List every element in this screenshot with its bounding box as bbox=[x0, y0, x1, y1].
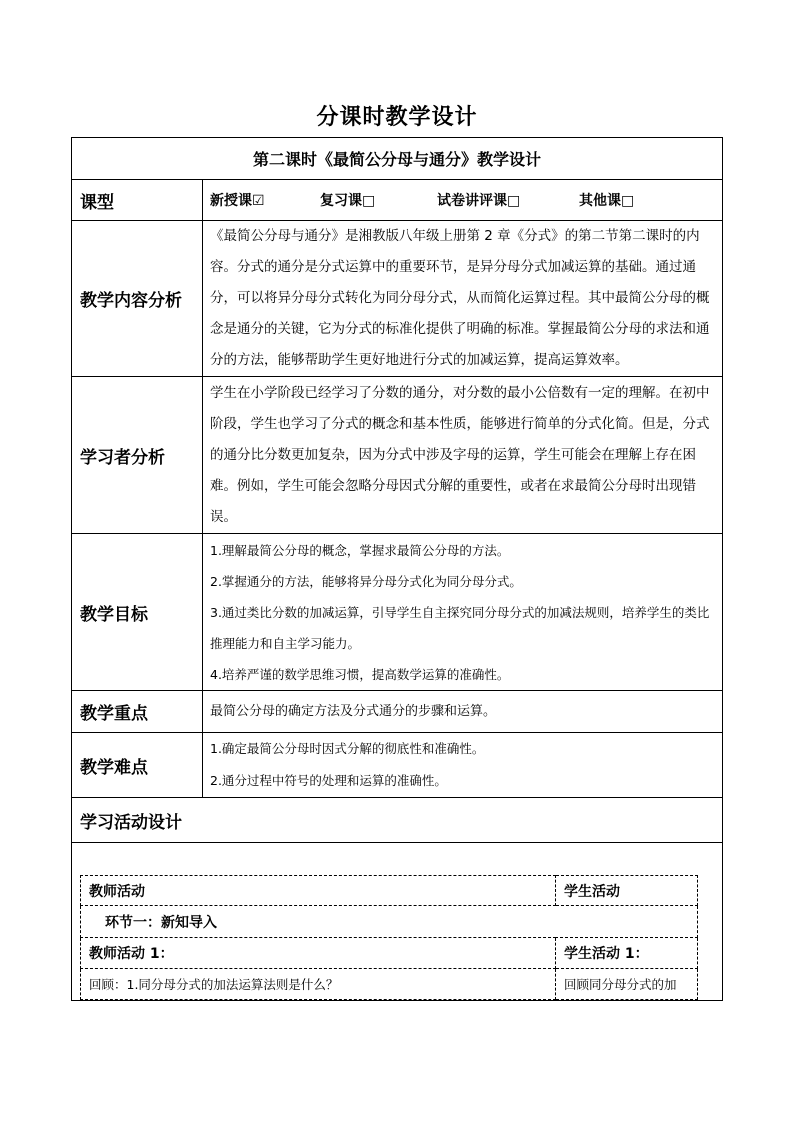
student-activity-header: 学生活动 bbox=[556, 876, 698, 906]
section-new-knowledge-intro: 环节一：新知导入 bbox=[81, 906, 698, 938]
student-activity-1-text: 回顾同分母分式的加 bbox=[556, 969, 698, 1000]
activity-area bbox=[72, 843, 723, 1001]
content-analysis-label: 教学内容分析 bbox=[72, 221, 203, 377]
difficulty-item: 2.通分过程中符号的处理和运算的准确性。 bbox=[210, 773, 447, 788]
objectives-label: 教学目标 bbox=[72, 534, 203, 691]
activity-table bbox=[80, 875, 698, 1000]
option-new-lesson[interactable]: 新授课☑ bbox=[210, 193, 265, 209]
lesson-type-options bbox=[203, 180, 723, 221]
activity-table-wrap bbox=[80, 875, 697, 1000]
objective-item: 1.理解最简公分母的概念，掌握求最简公分母的方法。 bbox=[210, 542, 510, 558]
option-exam-review-lesson[interactable]: 试卷讲评课□ bbox=[437, 193, 521, 209]
page-title: 分课时教学设计 bbox=[316, 104, 478, 130]
objective-item: 3.通过类比分数的加减运算，引导学生自主探究同分母分式的加减法规则，培养学生的类比推理能力和自主学习能力。 bbox=[210, 604, 710, 651]
option-review-lesson[interactable]: 复习课□ bbox=[320, 193, 376, 209]
activity-design-label: 学习活动设计 bbox=[72, 798, 723, 843]
difficulty-item: 1.确定最简公分母时因式分解的彻底性和准确性。 bbox=[210, 741, 485, 756]
learner-analysis-label: 学习者分析 bbox=[72, 377, 203, 534]
difficulties-list bbox=[203, 733, 723, 798]
teacher-activity-header: 教师活动 bbox=[81, 876, 556, 906]
teacher-activity-1-text: 回顾：1.同分母分式的加法运算法则是什么？ bbox=[81, 969, 556, 1000]
lesson-design-table bbox=[71, 137, 723, 1001]
difficulties-label: 教学难点 bbox=[72, 733, 203, 798]
key-points-label: 教学重点 bbox=[72, 691, 203, 733]
student-activity-1-title: 学生活动 1： bbox=[556, 938, 698, 969]
learner-analysis-text: 学生在小学阶段已经学习了分数的通分，对分数的最小公倍数有一定的理解。在初中阶段，学生也学习了分式的概念和基本性质，能够进行简单的分式化简。但是，分式的通分比分数更加复杂，因为分式中涉及字母的运算，学生可能会在理解上存在困难。例如，学生可能会忽略分母因式分解的重要性，或者在求最简公分母时出现错误。 bbox=[203, 377, 723, 534]
teacher-activity-1-title: 教师活动 1： bbox=[81, 938, 556, 969]
lesson-type-label: 课型 bbox=[72, 180, 203, 221]
key-points-text: 最简公分母的确定方法及分式通分的步骤和运算。 bbox=[203, 691, 723, 733]
objectives-list bbox=[203, 534, 723, 691]
lesson-subtitle: 第二课时《最简公分母与通分》教学设计 bbox=[72, 138, 723, 180]
content-analysis-text: 《最简公分母与通分》是湘教版八年级上册第 2 章《分式》的第二节第二课时的内容。分式的通分是分式运算中的重要环节，是异分母分式加减运算的基础。通过通分，可以将异分母分式转化为同分母分式，从而简化运算过程。其中最简公分母的概念是通分的关键，它为分式的标准化提供了明确的标准。掌握最简公分母的求法和通分的方法，能够帮助学生更好地进行分式的加减运算，提高运算效率。 bbox=[203, 221, 723, 377]
option-other-lesson[interactable]: 其他课□ bbox=[579, 193, 635, 209]
objective-item: 2.掌握通分的方法，能够将异分母分式化为同分母分式。 bbox=[210, 573, 522, 589]
objective-item: 4.培养严谨的数学思维习惯，提高数学运算的准确性。 bbox=[210, 666, 510, 682]
